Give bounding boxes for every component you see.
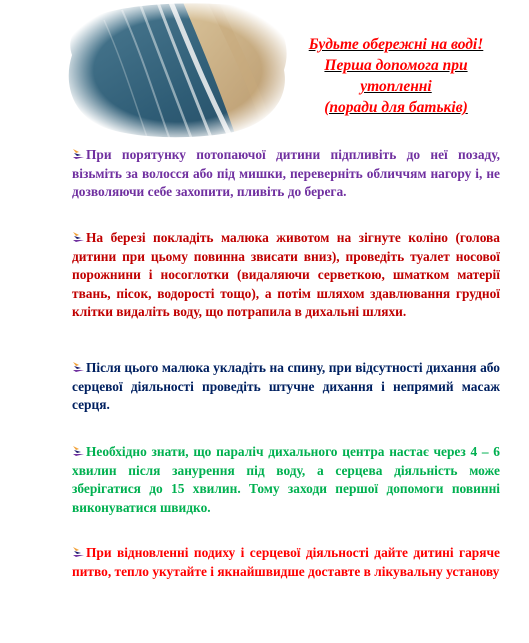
title-line-3: утопленні [360, 78, 432, 95]
bullet-arrow-icon [72, 546, 85, 558]
bullet-arrow-icon [72, 361, 85, 373]
tip-2 [72, 229, 500, 322]
tip-text: При порятунку потопаючої дитини підпливіть до неї позаду, візьміть за волосся або під мишки, переверніть обличчям нагору і, не дозволяючи себе захопити, пливіть до берега. [72, 147, 500, 200]
bullet-arrow-icon [72, 148, 85, 160]
title-line-4: (поради для батьків) [324, 99, 468, 116]
page-title [280, 34, 512, 118]
tip-text: Необхідно знати, що параліч дихального центра настає через 4 – 6 хвилин після занурення під воду, а серцева діяльність може зберігатися до 15 хвилин. Тому заходи першої допомоги повинні виконуватися швидко. [72, 444, 500, 515]
bullet-arrow-icon [72, 231, 85, 243]
tip-1 [72, 146, 500, 202]
title-line-1: Будьте обережні на воді! [308, 36, 484, 53]
beach-photo [62, 0, 292, 140]
bullet-arrow-icon [72, 445, 85, 457]
title-line-2: Перша допомога при [324, 57, 468, 74]
tip-3 [72, 359, 500, 415]
tip-5 [72, 544, 500, 581]
tip-4 [72, 443, 500, 517]
tip-text: При відновленні подиху і серцевої діяльності дайте дитині гаряче питво, тепло укутайте і якнайшвидше доставте в лікувальну установу [72, 545, 500, 579]
tip-text: На березі покладіть малюка животом на зігнуте коліно (голова дитини при цьому повинна звисати вниз), проведіть туалет носової порожнини і носоглотки (видаляючи серветкою, шматком матерії твань, пісок, водорості тощо), а потім шляхом здавлювання грудної клітки видаліть воду, що потрапила в дихальні шляхи. [72, 230, 500, 320]
tip-text: Після цього малюка укладіть на спину, при відсутності дихання або серцевої діяльності проведіть штучне дихання і непрямий масаж серця. [72, 360, 500, 413]
